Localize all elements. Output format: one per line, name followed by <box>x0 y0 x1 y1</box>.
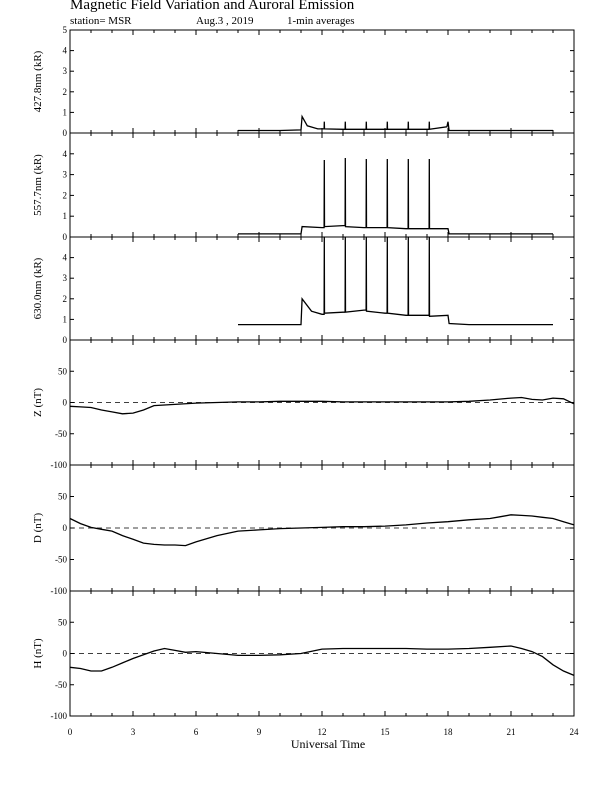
y-axis-label: 630.0nm (kR) <box>32 257 44 320</box>
y-tick-label: -100 <box>50 711 67 721</box>
y-tick-label: 1 <box>62 314 67 325</box>
y-tick-label: 3 <box>62 66 67 77</box>
y-tick-label: 0 <box>62 523 67 533</box>
series-line-0-0 <box>238 117 553 131</box>
y-tick-label: 5 <box>62 25 67 35</box>
series-line-4-0 <box>70 515 574 546</box>
y-tick-label: -50 <box>55 428 67 439</box>
y-tick-label: 0 <box>62 648 67 659</box>
y-tick-label: 50 <box>58 366 67 377</box>
series-line-1-0 <box>238 158 553 234</box>
panel-frame-0 <box>70 30 574 133</box>
x-tick-label: 6 <box>193 727 199 737</box>
series-line-3-0 <box>70 398 574 414</box>
y-tick-label: 2 <box>62 293 67 304</box>
y-tick-label: 50 <box>58 491 67 502</box>
averaging-label: 1-min averages <box>287 15 355 27</box>
series-line-5-0 <box>70 646 574 675</box>
y-tick-label: 0 <box>62 397 67 408</box>
y-tick-label: 1 <box>62 107 67 118</box>
date-label: Aug.3 , 2019 <box>196 15 254 27</box>
x-tick-label: 9 <box>256 727 262 737</box>
y-axis-label: D (nT) <box>32 512 44 544</box>
y-tick-label: -50 <box>55 554 67 565</box>
x-tick-label: 12 <box>317 727 327 737</box>
y-axis-label: 427.8nm (kR) <box>32 50 44 113</box>
y-tick-label: 3 <box>62 273 67 284</box>
y-tick-label: 0 <box>62 335 67 345</box>
y-tick-label: 4 <box>62 252 67 263</box>
x-tick-label: 21 <box>506 727 516 737</box>
y-tick-label: -100 <box>50 460 67 470</box>
y-tick-label: 0 <box>62 128 67 138</box>
x-tick-label: 0 <box>67 727 73 737</box>
y-tick-label: -100 <box>50 586 67 596</box>
y-tick-label: 4 <box>62 45 67 56</box>
y-axis-label: Z (nT) <box>32 387 44 418</box>
station-label: station= MSR <box>70 15 132 27</box>
y-tick-label: 0 <box>62 232 67 242</box>
y-tick-label: 50 <box>58 617 67 628</box>
y-tick-label: 2 <box>62 86 67 97</box>
y-tick-label: -50 <box>55 679 67 690</box>
y-axis-label: 557.7nm (kR) <box>32 154 44 216</box>
y-tick-label: 1 <box>62 211 67 222</box>
y-tick-label: 4 <box>62 148 67 159</box>
y-axis-label: H (nT) <box>32 638 44 669</box>
series-line-2-0 <box>238 237 553 325</box>
y-tick-label: 2 <box>62 190 67 201</box>
x-tick-label: 18 <box>443 727 453 737</box>
x-tick-label: 15 <box>380 727 390 737</box>
y-tick-label: 3 <box>62 169 67 180</box>
x-axis-label: Universal Time <box>290 737 366 751</box>
x-tick-label: 24 <box>569 727 579 737</box>
panel-frame-1 <box>70 133 574 237</box>
x-tick-label: 3 <box>130 727 136 737</box>
panels-group <box>32 25 579 737</box>
chart-title: Magnetic Field Variation and Auroral Emission <box>70 0 355 13</box>
